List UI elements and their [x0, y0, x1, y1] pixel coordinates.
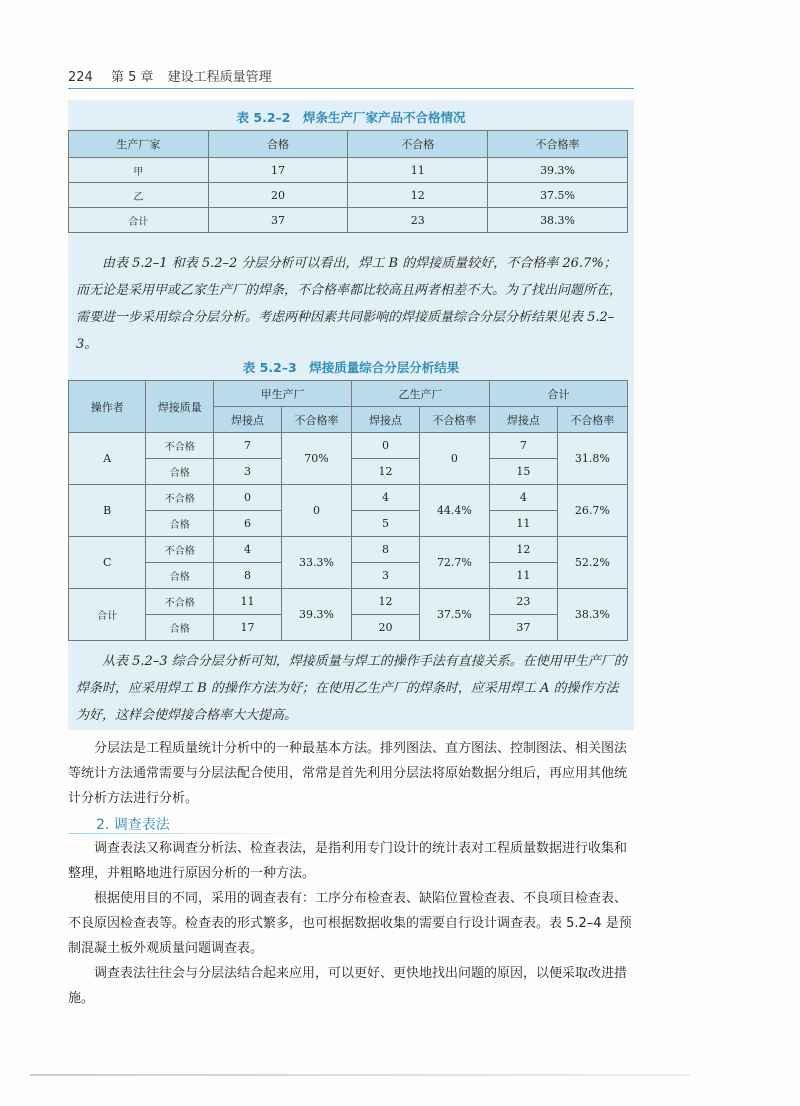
body-paragraph-checklist-types: 根据使用目的不同，采用的调查表有：工序分布检查表、缺陷位置检查表、不良项目检查表、不良原因检查表等。检查表的形式繁多，也可根据数据收集的需要自行设计调查表。表 5.2–4 是预制混凝土板外观质量问题调查表。: [68, 891, 632, 956]
table-cell: 4: [490, 485, 558, 511]
col-header-operator: 操作者: [69, 381, 146, 433]
body-paragraph-stratification: 分层法是工程质量统计分析中的一种最基本方法。排列图法、直方图法、控制图法、相关图法等统计方法通常需要与分层法配合使用，常常是首先利用分层法将原始数据分组后，再应用其他统计分析方法进行分析。: [68, 741, 628, 806]
table-row: [69, 208, 628, 233]
section-rule: [68, 833, 318, 834]
rate-cell: 31.8%: [557, 433, 627, 485]
col-header: 合格: [208, 131, 348, 158]
table1-caption: 表 5.2–2 焊条生产厂家产品不合格情况: [236, 110, 466, 125]
table-row: [69, 589, 628, 615]
table-cell: 3: [214, 459, 282, 485]
quality-cell: 合格: [146, 615, 214, 641]
col-group-header: 合计: [490, 381, 628, 407]
col-header: 生产厂家: [69, 131, 209, 158]
rate-cell: 33.3%: [281, 537, 351, 589]
body-paragraph-checklist-def: 调查表法又称调查分析法、检查表法，是指利用专门设计的统计表对工程质量数据进行收集和整理，并粗略地进行原因分析的一种方法。: [68, 841, 628, 881]
table-manufacturer-defects: [68, 130, 628, 233]
col-header-rate: 不合格率: [557, 407, 627, 433]
table-cell: 17: [208, 158, 348, 183]
table2-caption: 表 5.2–3 焊接质量综合分层分析结果: [242, 360, 460, 375]
table-cell: 3: [352, 563, 420, 589]
quality-cell: 合格: [146, 563, 214, 589]
table-cell: 12: [352, 589, 420, 615]
table-row: [69, 158, 628, 183]
rate-cell: 0: [281, 485, 351, 537]
table-cell: 合计: [69, 208, 209, 233]
table-row: [69, 537, 628, 563]
col-header-quality: 焊接质量: [146, 381, 214, 433]
rate-cell: 52.2%: [557, 537, 627, 589]
table-cell: 7: [214, 433, 282, 459]
rate-cell: 37.5%: [419, 589, 489, 641]
operator-cell: C: [69, 537, 146, 589]
chapter-title: 建设工程质量管理: [167, 70, 272, 85]
table-row: [69, 433, 628, 459]
operator-cell: B: [69, 485, 146, 537]
table-cell: 11: [490, 563, 558, 589]
rate-cell: 38.3%: [557, 589, 627, 641]
col-header-points: 焊接点: [490, 407, 558, 433]
col-group-header: 乙生产厂: [352, 381, 490, 407]
table-cell: 11: [214, 589, 282, 615]
table-cell: 乙: [69, 183, 209, 208]
page-edge-shadow: [30, 1074, 690, 1076]
table-cell: 4: [214, 537, 282, 563]
col-header: 不合格: [348, 131, 488, 158]
table-cell: 11: [348, 158, 488, 183]
table-cell: 37: [490, 615, 558, 641]
example-panel: [68, 100, 634, 730]
rate-cell: 44.4%: [419, 485, 489, 537]
quality-cell: 合格: [146, 459, 214, 485]
table-row: [69, 485, 628, 511]
table-cell: 0: [352, 433, 420, 459]
operator-cell: 合计: [69, 589, 146, 641]
col-header-points: 焊接点: [352, 407, 420, 433]
operator-cell: A: [69, 433, 146, 485]
table-cell: 38.3%: [488, 208, 628, 233]
table-cell: 12: [352, 459, 420, 485]
running-header: [68, 66, 634, 88]
table-cell: 37.5%: [488, 183, 628, 208]
rate-cell: 72.7%: [419, 537, 489, 589]
table-cell: 20: [208, 183, 348, 208]
col-header-points: 焊接点: [214, 407, 282, 433]
col-group-header: 甲生产厂: [214, 381, 352, 407]
col-header-rate: 不合格率: [281, 407, 351, 433]
table-cell: 12: [348, 183, 488, 208]
table-cell: 0: [214, 485, 282, 511]
table-header-row: [69, 131, 628, 158]
table-cell: 4: [352, 485, 420, 511]
col-header-rate: 不合格率: [419, 407, 489, 433]
table-cell: 5: [352, 511, 420, 537]
quality-cell: 不合格: [146, 485, 214, 511]
quality-cell: 合格: [146, 511, 214, 537]
quality-cell: 不合格: [146, 537, 214, 563]
table-row: [69, 183, 628, 208]
rate-cell: 70%: [281, 433, 351, 485]
table-cell: 23: [348, 208, 488, 233]
rate-cell: 0: [419, 433, 489, 485]
table-cell: 6: [214, 511, 282, 537]
table-cell: 8: [214, 563, 282, 589]
body-paragraph-checklist-use: 调查表法往往会与分层法结合起来应用，可以更好、更快地找出问题的原因，以便采取改进措施。: [68, 966, 628, 1006]
col-header: 不合格率: [488, 131, 628, 158]
table-cell: 8: [352, 537, 420, 563]
table-cell: 23: [490, 589, 558, 615]
rate-cell: 26.7%: [557, 485, 627, 537]
table-cell: 17: [214, 615, 282, 641]
chapter-number: 第 5 章: [110, 70, 154, 85]
table-cell: 11: [490, 511, 558, 537]
analysis-paragraph-2: 从表 5.2–3 综合分层分析可知，焊接质量与焊工的操作手法有直接关系。在使用甲生产厂的焊条时，应采用焊工 B 的操作方法为好；在使用乙生产厂的焊条时，应采用焊工 A 的操作方法为好，这样会使焊接合格率大大提高。: [76, 654, 627, 723]
table-cell: 37: [208, 208, 348, 233]
rate-cell: 39.3%: [281, 589, 351, 641]
table-cell: 7: [490, 433, 558, 459]
quality-cell: 不合格: [146, 433, 214, 459]
header-rule: [68, 88, 634, 89]
table-cell: 甲: [69, 158, 209, 183]
table-combined-stratification: [68, 380, 628, 641]
table-cell: 39.3%: [488, 158, 628, 183]
quality-cell: 不合格: [146, 589, 214, 615]
table-cell: 20: [352, 615, 420, 641]
table-cell: 15: [490, 459, 558, 485]
page-number: 224: [68, 70, 93, 85]
section-title: 2. 调查表法: [96, 817, 170, 833]
table-cell: 12: [490, 537, 558, 563]
table-header-row: [69, 381, 628, 407]
analysis-paragraph-1: 由表 5.2–1 和表 5.2–2 分层分析可以看出，焊工 B 的焊接质量较好，不合格率 26.7%；而无论是采用甲或乙家生产厂的焊条，不合格率都比较高且两者相差不大。为了找出问题所在，需要进一步采用综合分层分析。考虑两种因素共同影响的焊接质量综合分层分析结果见表 5.2–3。: [76, 256, 623, 352]
